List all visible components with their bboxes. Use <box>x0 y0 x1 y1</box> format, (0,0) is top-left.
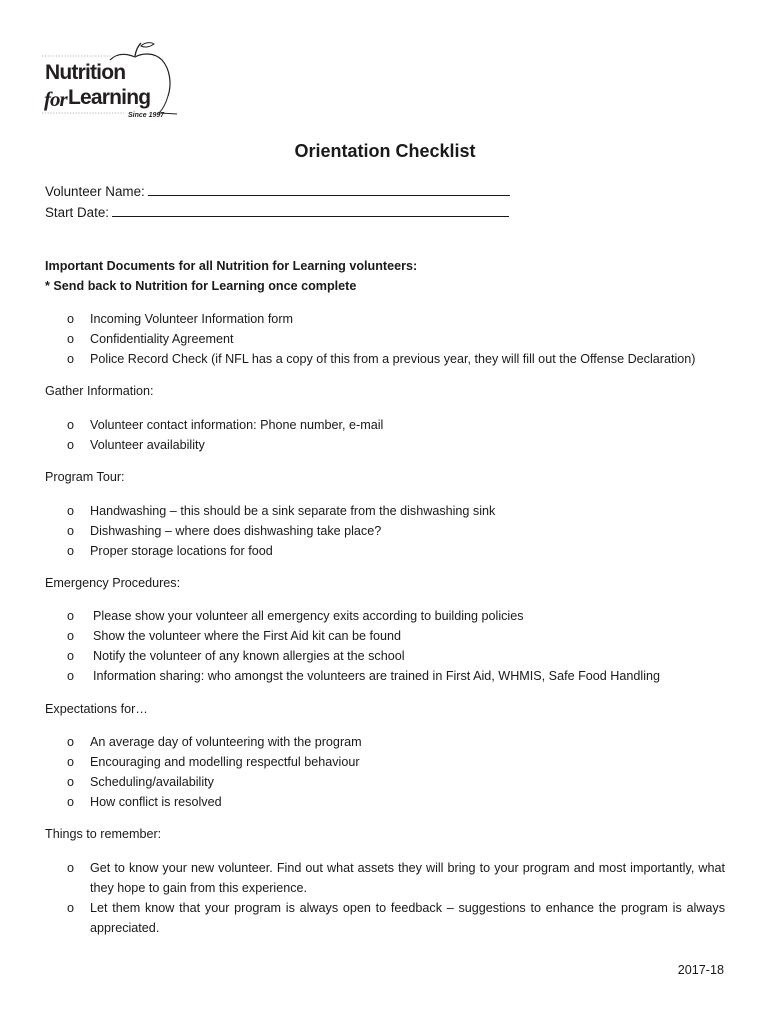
bullet-icon: o <box>67 332 75 346</box>
emergency-procedures-heading: Emergency Procedures: <box>45 576 181 590</box>
important-documents-heading: Important Documents for all Nutrition for Learning volunteers: <box>45 259 418 273</box>
page-title: Orientation Checklist <box>294 141 476 161</box>
volunteer-name-blank[interactable] <box>148 180 510 196</box>
bullet-icon: o <box>67 418 75 432</box>
bullet-icon: o <box>67 352 75 366</box>
program-tour-heading: Program Tour: <box>45 470 125 484</box>
bullet-icon: o <box>67 901 75 915</box>
bullet-icon: o <box>67 312 75 326</box>
logo-word-for: for <box>44 87 67 111</box>
bullet-icon: o <box>67 504 75 518</box>
bullet-icon: o <box>67 524 75 538</box>
start-date-blank[interactable] <box>112 201 509 217</box>
bullet-icon: o <box>67 438 75 452</box>
footer-year: 2017-18 <box>677 963 724 977</box>
bullet-icon: o <box>67 609 75 623</box>
bullet-icon: o <box>67 755 75 769</box>
start-date-field <box>45 201 509 223</box>
volunteer-name-label: Volunteer Name: <box>45 184 145 199</box>
logo-word-nutrition: Nutrition <box>45 61 126 84</box>
bullet-icon: o <box>67 861 75 875</box>
bullet-icon: o <box>67 795 75 809</box>
send-back-note: * Send back to Nutrition for Learning once complete <box>45 279 357 293</box>
volunteer-name-field <box>45 180 510 202</box>
bullet-icon: o <box>67 544 75 558</box>
things-to-remember-heading: Things to remember: <box>45 827 162 841</box>
expectations-heading: Expectations for… <box>45 702 148 716</box>
bullet-icon: o <box>67 775 75 789</box>
nutrition-for-learning-logo <box>42 40 192 126</box>
start-date-label: Start Date: <box>45 205 110 220</box>
gather-information-heading: Gather Information: <box>45 384 154 398</box>
bullet-icon: o <box>67 649 75 663</box>
document-page: Nutrition for Learning Since 1997 Orientation Checklist Volunteer Name: Start Date: Important Documents for all Nutrition for Learning volunteers: * Send back to Nutrition for Learning once complete o Incoming Volunteer Information form o Confidentiality Agreement o Police Record Check (if NFL has a copy of this from a previous year, they will fill out the Offense Declaration) Gather Information: o Volunteer contact information: Phone number, e-mail o Volunteer availability Program Tour: o Handwashing – this should be a sink separate from the dishwashing sink o Dishwashing – where does dishwashing take place? o Proper storage locations for food Emergency Procedures: o Please show your volunteer all emergency exits according to building policies o Show the volunteer where the First Aid kit can be found o Notify the volunteer of any known allergies at the school o Information sharing: who amongst the volunteers are trained in First Aid, WHMIS, Safe Food Handling Expectations for… o An average day of volunteering with the program o Encouraging and modelling respectful behaviour o Scheduling/availability o How conflict is resolved Things to remember: o Get to know your new volunteer. Find out what assets they will bring to your program and most importantly, what they hope to gain from this experience. o Let them know that your program is always open to feedback – suggestions to enhance the program is always appreciated. 2017-18 <box>0 0 770 1024</box>
bullet-icon: o <box>67 669 75 683</box>
bullet-icon: o <box>67 735 75 749</box>
logo-since-text: Since 1997 <box>128 112 165 119</box>
logo-word-learning: Learning <box>68 86 151 109</box>
bullet-icon: o <box>67 629 75 643</box>
